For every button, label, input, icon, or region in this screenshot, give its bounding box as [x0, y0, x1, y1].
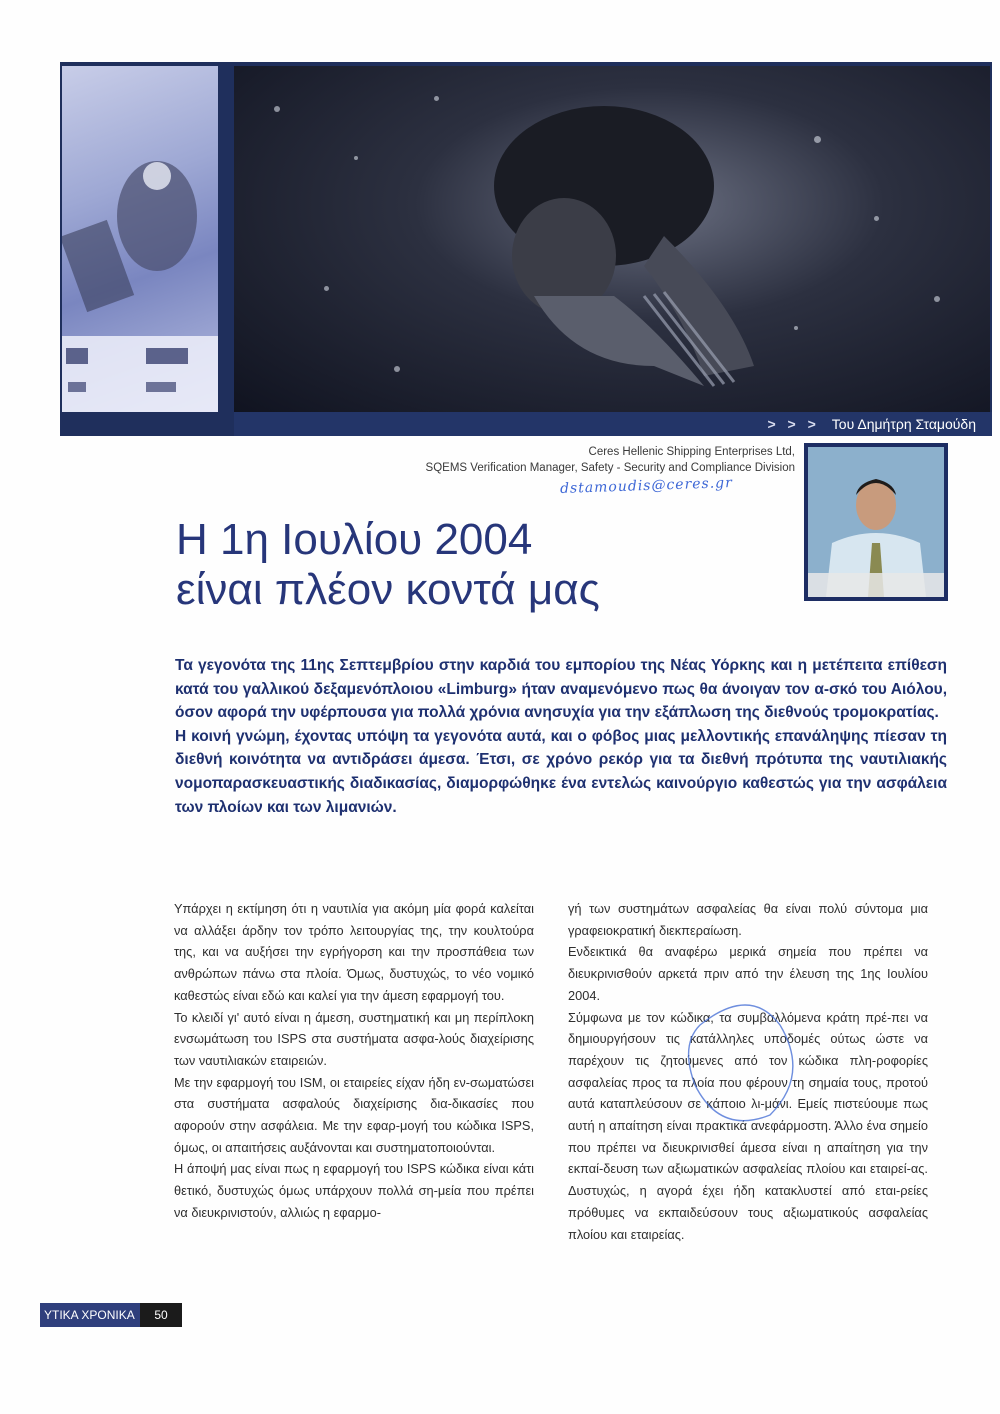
author-affiliation	[275, 444, 795, 476]
body-paragraph: Υπάρχει η εκτίμηση ότι η ναυτιλία για ακόμη μία φορά καλείται να αλλάξει άρδην τον τρόπο λειτουργίας της, την κουλτούρα της, και να αυξήσει την εγρήγορση και την προσπάθεια των ανθρώπων πάνω στα πλοία. Όμως, δυστυχώς, το νέο νομικό καθεστώς είναι εδώ και καλεί για την άμεση εφαρμογή του.	[174, 901, 534, 1003]
diver-illustration	[62, 66, 218, 412]
affiliation-company: Ceres Hellenic Shipping Enterprises Ltd,	[588, 446, 795, 458]
body-paragraph: Το κλειδί γι' αυτό είναι η άμεση, συστηματική και μη περίπλοκη ενσωμάτωση του ISPS στα συστήματα ασφα-λούς διαχείρισης των ναυτιλιακών εταιρειών.	[174, 1009, 534, 1068]
body-paragraph: Σύμφωνα με τον κώδικα, τα συμβαλλόμενα κράτη πρέ-πει να δημιουργήσουν τις κατάλληλες υποδομές ούτως ώστε να παρέχουν τις ζητούμενες από τον κώδικα πλη-ροφορίες ασφαλείας προς τα πλοία που φέρουν τη σημαία τους, προτού αυτά καταπλεύσουν σε κάποιο λι-μάνι. Εμείς πιστεύουμε πως αυτή η απαίτηση είναι πρακτικά ανεφάρμοστη. Άλλο ένα σημείο που πρέπει να διευκρινισθεί άμεσα είναι η απαίτηση για την εκπαί-δευση των αξιωματικών ασφαλείας πλοίου και εταιρεί-ας. Δυστυχώς, η αγορά έχει ήδη κατακλυστεί από εται-ρείες πρόθυμες να εκπαιδεύσουν τους αξιωματικούς ασφαλείας πλοίου και εταιρείας.	[568, 1009, 928, 1242]
body-paragraph: Η άποψή μας είναι πως η εφαρμογή του ISPS κώδικα είναι κάτι θετικό, δυστυχώς όμως υπάρχουν πολλά ση-μεία που πρέπει να διευκρινιστούν, αλλιώς η εφαρμο-	[174, 1161, 534, 1220]
title-line-1: Η 1η Ιουλίου 2004	[176, 515, 533, 564]
author-portrait	[804, 443, 948, 601]
lead-paragraph-1: Τα γεγονότα της 11ης Σεπτεμβρίου στην καρδιά του εμπορίου της Νέας Υόρκης και η μετέπειτα επίθεση κατά του γαλλικού δεξαμενόπλοιου «Limburg» ήταν αναμενόμενο πως θα άνοιγαν τον α-σκό του Αιόλου, όσον αφορά την υφέρπουσα για πολλά χρόνια ανησυχία για την εξάπλωση της διεθνούς τρομοκρατίας.	[175, 657, 947, 722]
header-photo-diver	[234, 66, 990, 412]
affiliation-role: SQEMS Verification Manager, Safety - Security and Compliance Division	[425, 462, 795, 474]
lead-paragraph-2: Η κοινή γνώμη, έχοντας υπόψη τα γεγονότα αυτά, και ο φόβος μιας μελλοντικής επανάληψης πίεσαν τη διεθνή κοινότητα να αντιδράσει άμεσα. Έτσι, σε χρόνο ρεκόρ για τα διεθνή πρότυπα της ναυτιλιακής νομοπαρασκευαστικής διαδικασίας, διαμορφώθηκε ένα εντελώς καινούργιο καθεστώς για την ασφάλεια των πλοίων και των λιμανιών.	[175, 727, 947, 816]
page-footer	[40, 1303, 182, 1327]
magazine-name: ΥΤΙΚΑ ΧΡΟΝΙΚΑ	[40, 1303, 140, 1327]
body-column-right	[568, 898, 928, 1245]
page-number: 50	[140, 1303, 182, 1327]
article-lead	[175, 654, 947, 819]
body-paragraph: γή των συστημάτων ασφαλείας θα είναι πολύ σύντομα μια γραφειοκρατική διεκπεραίωση.	[568, 901, 928, 938]
handwritten-email-note: dstamoudis@ceres.gr	[559, 474, 734, 498]
diver-photo-illustration	[234, 66, 990, 412]
body-paragraph: Με την εφαρμογή του ISM, οι εταιρείες είχαν ήδη εν-σωματώσει στα συστήματα ασφαλούς διαχείρισης δια-δικασίες που αφορούν στην ασφάλεια. Με την εφαρ-μογή του κώδικα ISPS, όμως, οι απαιτήσεις αυξάνονται και συστηματοποιούνται.	[174, 1074, 534, 1155]
inset-photo-diver	[62, 66, 218, 412]
body-column-left	[174, 898, 534, 1224]
byline-arrows: > > >	[767, 416, 820, 432]
title-line-2: είναι πλέον κοντά μας	[176, 565, 600, 614]
author-byline: Του Δημήτρη Σταμούδη	[831, 416, 976, 432]
article-title	[176, 515, 600, 615]
author-portrait-illustration	[808, 447, 944, 597]
body-paragraph: Ενδεικτικά θα αναφέρω μερικά σημεία που πρέπει να διευκρινισθούν αρκετά πριν από την έλευση της 1ης Ιουλίου 2004.	[568, 944, 928, 1003]
byline-bar	[234, 412, 992, 436]
